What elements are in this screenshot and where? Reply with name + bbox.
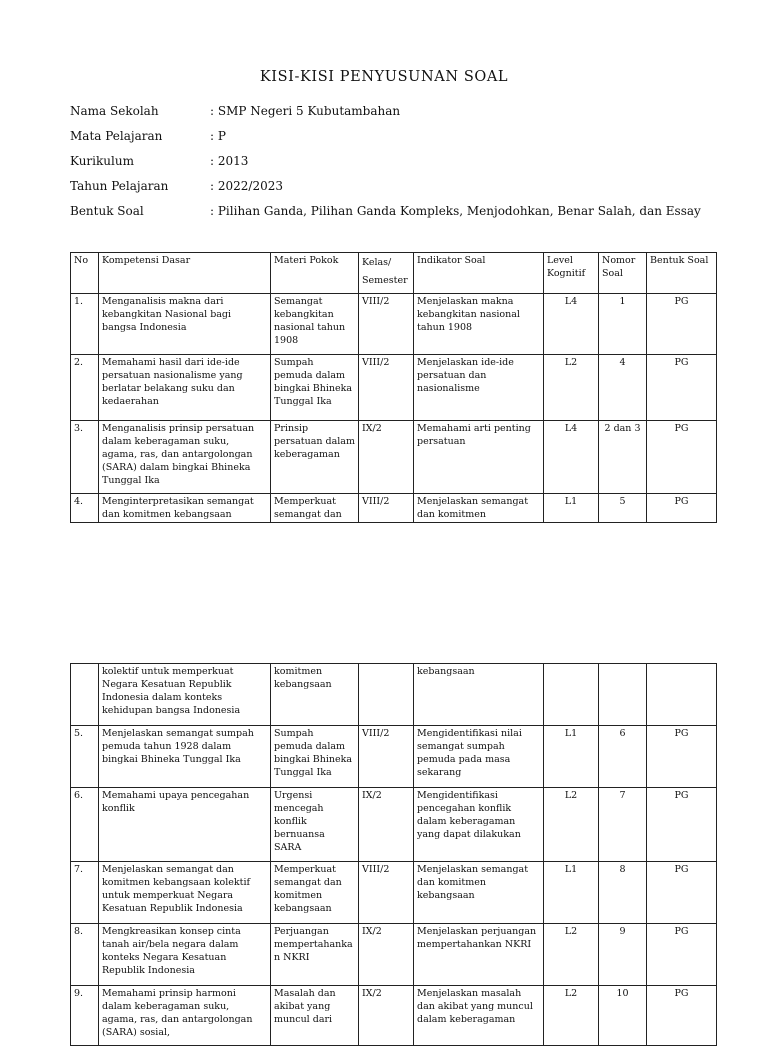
cell-no: 6. — [71, 788, 99, 862]
cell-bentuk: PG — [647, 294, 717, 355]
cell-kelas: IX/2 — [359, 986, 414, 1046]
document-title: KISI-KISI PENYUSUNAN SOAL — [259, 69, 509, 85]
header-kelas: Kelas/ — [362, 257, 392, 268]
cell-nomor: 6 — [599, 726, 647, 788]
cell-indikator: Menjelaskan semangat dan komitmen kebangsaan — [414, 862, 544, 924]
cell-bentuk: PG — [647, 421, 717, 494]
header-kompetensi-dasar: Kompetensi Dasar — [99, 253, 271, 294]
cell-level: L1 — [544, 862, 599, 924]
cell-materi: Masalah dan akibat yang muncul dari — [271, 986, 359, 1046]
cell-materi: Memperkuat semangat dan — [271, 494, 359, 523]
info-label: Bentuk Soal — [70, 204, 144, 218]
cell-kompetensi: Menganalisis prinsip persatuan dalam keberagaman suku, agama, ras, dan antargolongan (SARA) dalam bingkai Bhineka Tunggal Ika — [99, 421, 271, 494]
table-row — [71, 294, 717, 355]
cell-level: L1 — [544, 494, 599, 523]
header-semester: Semester — [362, 275, 408, 286]
cell-indikator: Mengidentifikasi nilai semangat sumpah pemuda pada masa sekarang — [414, 726, 544, 788]
cell-kompetensi: Menjelaskan semangat dan komitmen kebangsaan kolektif untuk memperkuat Negara Kesatuan Republik Indonesia — [99, 862, 271, 924]
cell-bentuk: PG — [647, 788, 717, 862]
cell-level: L1 — [544, 726, 599, 788]
cell-bentuk: PG — [647, 924, 717, 986]
cell-bentuk: PG — [647, 355, 717, 421]
cell-materi: Memperkuat semangat dan komitmen kebangsaan — [271, 862, 359, 924]
info-row-tahun-pelajaran — [70, 177, 730, 202]
cell-materi: komitmen kebangsaan — [271, 664, 359, 726]
table-row — [71, 986, 717, 1046]
cell-kelas: VIII/2 — [359, 862, 414, 924]
cell-kelas: IX/2 — [359, 924, 414, 986]
cell-indikator: Memahami arti penting persatuan — [414, 421, 544, 494]
table-row — [71, 726, 717, 788]
header-kelas-semester — [359, 253, 414, 294]
info-value: : 2013 — [210, 154, 249, 168]
info-label: Nama Sekolah — [70, 104, 159, 118]
cell-materi: Urgensi mencegah konflik bernuansa SARA — [271, 788, 359, 862]
cell-indikator: Menjelaskan masalah dan akibat yang muncul dalam keberagaman — [414, 986, 544, 1046]
cell-indikator: Menjelaskan semangat dan komitmen — [414, 494, 544, 523]
cell-kompetensi: Mengkreasikan konsep cinta tanah air/bela negara dalam konteks Negara Kesatuan Republik Indonesia — [99, 924, 271, 986]
cell-bentuk: PG — [647, 862, 717, 924]
cell-materi: Sumpah pemuda dalam bingkai Bhineka Tunggal Ika — [271, 726, 359, 788]
header-indikator-soal: Indikator Soal — [414, 253, 544, 294]
cell-no: 7. — [71, 862, 99, 924]
cell-no: 4. — [71, 494, 99, 523]
table-header-row — [71, 253, 717, 294]
cell-bentuk: PG — [647, 726, 717, 788]
info-label: Tahun Pelajaran — [70, 179, 169, 193]
table-row — [71, 862, 717, 924]
cell-nomor: 8 — [599, 862, 647, 924]
cell-level: L2 — [544, 986, 599, 1046]
table-row — [71, 924, 717, 986]
cell-bentuk: PG — [647, 494, 717, 523]
cell-kompetensi: Memahami hasil dari ide-ide persatuan nasionalisme yang berlatar belakang suku dan kedaerahan — [99, 355, 271, 421]
cell-materi: Sumpah pemuda dalam bingkai Bhineka Tunggal Ika — [271, 355, 359, 421]
table-row — [71, 494, 717, 523]
cell-no — [71, 664, 99, 726]
kisi-table-page-2 — [70, 663, 717, 1046]
info-value: : 2022/2023 — [210, 179, 283, 193]
cell-nomor — [599, 664, 647, 726]
header-level-kognitif: Level Kognitif — [544, 253, 599, 294]
cell-nomor: 4 — [599, 355, 647, 421]
cell-no: 5. — [71, 726, 99, 788]
cell-materi: Prinsip persatuan dalam keberagaman — [271, 421, 359, 494]
cell-nomor: 10 — [599, 986, 647, 1046]
cell-kompetensi: Menginterpretasikan semangat dan komitmen kebangsaan — [99, 494, 271, 523]
document-info — [70, 102, 730, 227]
info-label: Kurikulum — [70, 154, 134, 168]
cell-no: 9. — [71, 986, 99, 1046]
info-row-bentuk-soal — [70, 202, 730, 227]
cell-level: L2 — [544, 924, 599, 986]
header-materi-pokok: Materi Pokok — [271, 253, 359, 294]
info-row-mata-pelajaran — [70, 127, 730, 152]
info-value: : SMP Negeri 5 Kubutambahan — [210, 104, 401, 118]
table-row — [71, 355, 717, 421]
cell-kelas: IX/2 — [359, 788, 414, 862]
cell-kelas — [359, 664, 414, 726]
cell-nomor: 2 dan 3 — [599, 421, 647, 494]
cell-bentuk: PG — [647, 986, 717, 1046]
cell-level: L4 — [544, 294, 599, 355]
info-label: Mata Pelajaran — [70, 129, 163, 143]
table-row — [71, 788, 717, 862]
table-row-continuation — [71, 664, 717, 726]
cell-kelas: VIII/2 — [359, 494, 414, 523]
info-row-kurikulum — [70, 152, 730, 177]
cell-level: L4 — [544, 421, 599, 494]
cell-indikator: Menjelaskan makna kebangkitan nasional tahun 1908 — [414, 294, 544, 355]
cell-indikator: kebangsaan — [414, 664, 544, 726]
cell-no: 1. — [71, 294, 99, 355]
cell-materi: Semangat kebangkitan nasional tahun 1908 — [271, 294, 359, 355]
cell-no: 2. — [71, 355, 99, 421]
info-value: : P — [210, 129, 226, 143]
cell-kompetensi: kolektif untuk memperkuat Negara Kesatuan Republik Indonesia dalam konteks kehidupan bangsa Indonesia — [99, 664, 271, 726]
cell-kompetensi: Memahami prinsip harmoni dalam keberagaman suku, agama, ras, dan antargolongan (SARA) sosial, — [99, 986, 271, 1046]
header-bentuk-soal: Bentuk Soal — [647, 253, 717, 294]
cell-level: L2 — [544, 788, 599, 862]
cell-kelas: VIII/2 — [359, 355, 414, 421]
table-row — [71, 421, 717, 494]
cell-indikator: Mengidentifikasi pencegahan konflik dalam keberagaman yang dapat dilakukan — [414, 788, 544, 862]
cell-bentuk — [647, 664, 717, 726]
info-row-nama-sekolah — [70, 102, 730, 127]
cell-materi: Perjuangan mempertahanka n NKRI — [271, 924, 359, 986]
cell-nomor: 7 — [599, 788, 647, 862]
cell-kompetensi: Menjelaskan semangat sumpah pemuda tahun 1928 dalam bingkai Bhineka Tunggal Ika — [99, 726, 271, 788]
cell-level: L2 — [544, 355, 599, 421]
cell-nomor: 5 — [599, 494, 647, 523]
cell-kompetensi: Memahami upaya pencegahan konflik — [99, 788, 271, 862]
cell-level — [544, 664, 599, 726]
header-nomor-soal: Nomor Soal — [599, 253, 647, 294]
cell-kelas: IX/2 — [359, 421, 414, 494]
cell-no: 8. — [71, 924, 99, 986]
cell-indikator: Menjelaskan ide-ide persatuan dan nasionalisme — [414, 355, 544, 421]
cell-no: 3. — [71, 421, 99, 494]
cell-kompetensi: Menganalisis makna dari kebangkitan Nasional bagi bangsa Indonesia — [99, 294, 271, 355]
cell-kelas: VIII/2 — [359, 294, 414, 355]
header-no: No — [71, 253, 99, 294]
cell-indikator: Menjelaskan perjuangan mempertahankan NKRI — [414, 924, 544, 986]
info-value: : Pilihan Ganda, Pilihan Ganda Kompleks, Menjodohkan, Benar Salah, dan Essay — [210, 204, 701, 218]
cell-kelas: VIII/2 — [359, 726, 414, 788]
cell-nomor: 1 — [599, 294, 647, 355]
cell-nomor: 9 — [599, 924, 647, 986]
kisi-table-page-1 — [70, 252, 717, 523]
